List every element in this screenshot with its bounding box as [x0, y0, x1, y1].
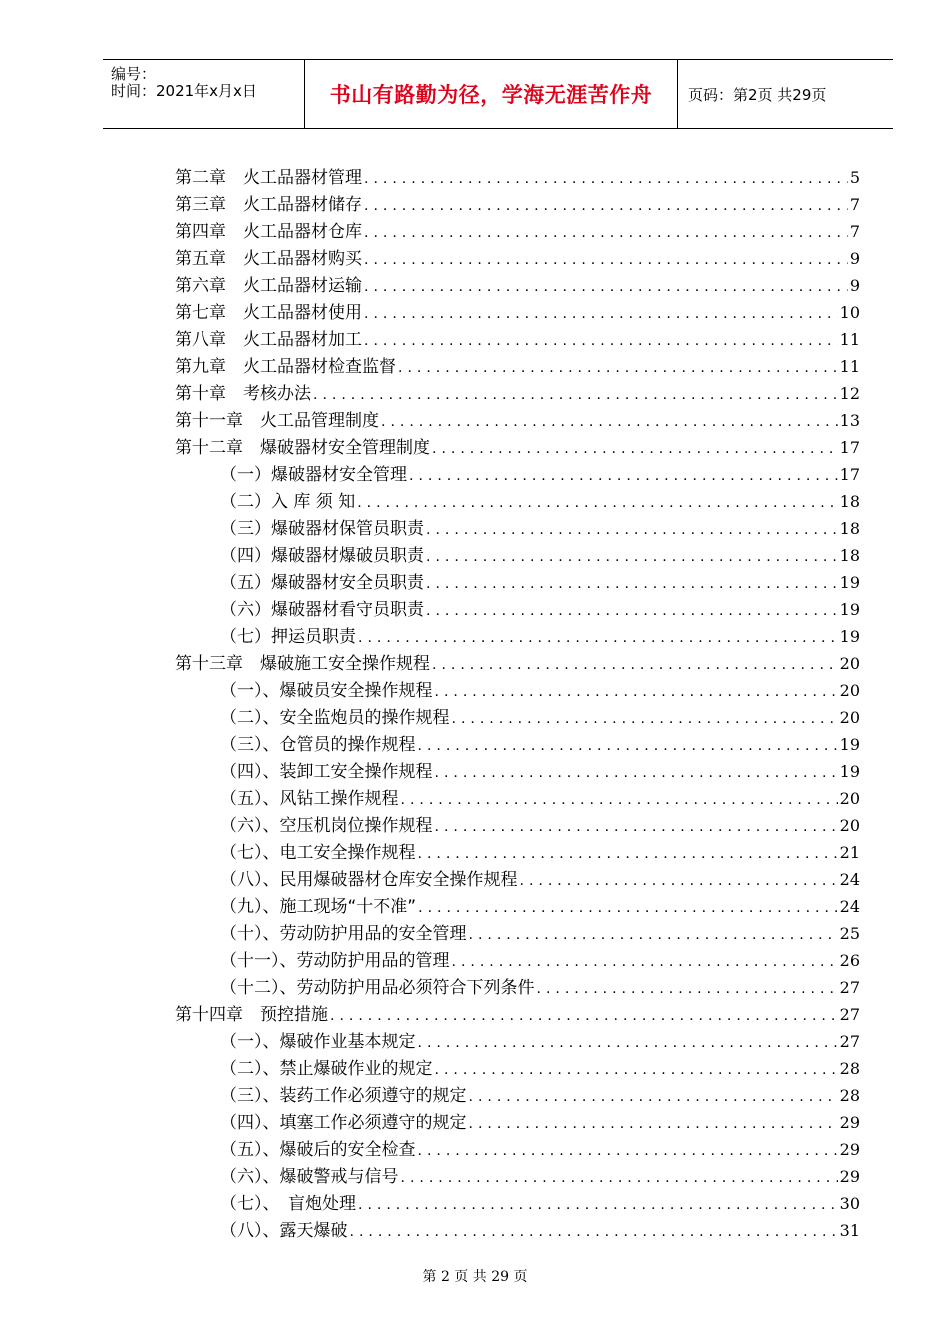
toc-entry-title: （九）、施工现场“十不准”: [220, 897, 417, 917]
toc-entry[interactable]: [175, 190, 860, 217]
toc-entry-title: （十二）、劳动防护用品必须符合下列条件: [220, 978, 535, 998]
toc-entry-title: （八）、露天爆破: [220, 1221, 348, 1241]
toc-entry[interactable]: [175, 1108, 860, 1135]
toc-entry-page: 11: [839, 330, 860, 349]
toc-leader-dots: [357, 495, 837, 511]
toc-entry-page: 27: [839, 1005, 860, 1024]
toc-leader-dots: [364, 252, 848, 268]
toc-entry-page: 20: [839, 789, 860, 808]
toc-entry-title: 第九章 火工品器材检查监督: [175, 357, 396, 377]
toc-entry[interactable]: [175, 352, 860, 379]
toc-entry-page: 20: [839, 681, 860, 700]
toc-leader-dots: [426, 576, 838, 592]
toc-leader-dots: [409, 468, 838, 484]
toc-entry-title: （一）爆破器材安全管理: [220, 465, 407, 485]
toc-entry-title: （四）、填塞工作必须遵守的规定: [220, 1113, 467, 1133]
toc-leader-dots: [358, 1197, 838, 1213]
toc-leader-dots: [435, 765, 838, 781]
toc-entry[interactable]: [175, 244, 860, 271]
toc-entry-title: 第六章 火工品器材运输: [175, 276, 362, 296]
toc-entry[interactable]: [175, 946, 860, 973]
toc-entry-title: （六）、爆破警戒与信号: [220, 1167, 399, 1187]
toc-entry[interactable]: [175, 730, 860, 757]
toc-leader-dots: [537, 981, 838, 997]
toc-entry-page: 31: [839, 1221, 860, 1240]
toc-leader-dots: [418, 846, 838, 862]
toc-leader-dots: [435, 819, 838, 835]
toc-entry[interactable]: [175, 973, 860, 1000]
toc-entry[interactable]: [175, 1216, 860, 1243]
toc-leader-dots: [426, 549, 838, 565]
toc-entry[interactable]: [175, 379, 860, 406]
toc-entry[interactable]: [175, 514, 860, 541]
toc-entry-page: 18: [839, 492, 860, 511]
toc-entry-page: 19: [839, 735, 860, 754]
toc-entry-page: 11: [839, 357, 860, 376]
toc-entry-title: （五）、爆破后的安全检查: [220, 1140, 416, 1160]
toc-entry[interactable]: [175, 487, 860, 514]
toc-entry[interactable]: [175, 1054, 860, 1081]
toc-entry-page: 21: [839, 843, 860, 862]
toc-entry-title: （七）押运员职责: [220, 627, 356, 647]
toc-entry-title: 第十二章 爆破器材安全管理制度: [175, 438, 430, 458]
toc-entry[interactable]: [175, 568, 860, 595]
toc-entry-title: （一）、爆破作业基本规定: [220, 1032, 416, 1052]
toc-leader-dots: [452, 954, 838, 970]
toc-entry[interactable]: [175, 406, 860, 433]
toc-leader-dots: [435, 1062, 838, 1078]
toc-entry-title: （六）爆破器材看守员职责: [220, 600, 424, 620]
toc-entry-title: 第十一章 火工品管理制度: [175, 411, 379, 431]
toc-entry[interactable]: [175, 1027, 860, 1054]
toc-entry[interactable]: [175, 622, 860, 649]
toc-entry-title: （二）入 库 须 知: [220, 492, 356, 512]
toc-leader-dots: [469, 1089, 838, 1105]
toc-entry-title: （六）、空压机岗位操作规程: [220, 816, 433, 836]
toc-entry-page: 12: [839, 384, 860, 403]
toc-leader-dots: [418, 900, 838, 916]
toc-entry-page: 24: [839, 870, 860, 889]
toc-entry-title: （三）、装药工作必须遵守的规定: [220, 1086, 467, 1106]
toc-entry-page: 27: [839, 978, 860, 997]
toc-entry-page: 28: [839, 1086, 860, 1105]
header-page-cell: [678, 60, 893, 128]
page-footer: 第 2 页 共 29 页: [422, 1269, 528, 1285]
toc-leader-dots: [432, 657, 838, 673]
toc-leader-dots: [469, 1116, 838, 1132]
toc-entry-page: 29: [839, 1167, 860, 1186]
header-motto-cell: [305, 60, 678, 128]
header-info-cell: [103, 60, 305, 128]
toc-entry-page: 13: [839, 411, 860, 430]
toc-leader-dots: [364, 306, 838, 322]
toc-entry-page: 20: [839, 708, 860, 727]
toc-entry-title: 第八章 火工品器材加工: [175, 330, 362, 350]
header-page-code: 页码：第2页 共29页: [688, 85, 827, 104]
toc-entry[interactable]: [175, 217, 860, 244]
toc-entry-page: 10: [839, 303, 860, 322]
toc-entry[interactable]: [175, 460, 860, 487]
toc-entry-title: （二）、安全监炮员的操作规程: [220, 708, 450, 728]
toc-entry-page: 9: [849, 249, 860, 268]
toc-entry[interactable]: [175, 1135, 860, 1162]
toc-entry-title: （四）、装卸工安全操作规程: [220, 762, 433, 782]
toc-entry-title: 第十三章 爆破施工安全操作规程: [175, 654, 430, 674]
toc-entry-page: 18: [839, 519, 860, 538]
toc-entry-page: 17: [839, 438, 860, 457]
toc-entry[interactable]: [175, 892, 860, 919]
toc-entry-title: （十一）、劳动防护用品的管理: [220, 951, 450, 971]
toc-entry-title: 第五章 火工品器材购买: [175, 249, 362, 269]
toc-entry[interactable]: [175, 865, 860, 892]
toc-entry-page: 17: [839, 465, 860, 484]
toc-entry-title: （十）、劳动防护用品的安全管理: [220, 924, 467, 944]
toc-entry-title: （四）爆破器材爆破员职责: [220, 546, 424, 566]
toc-entry[interactable]: [175, 325, 860, 352]
toc-leader-dots: [418, 1035, 838, 1051]
toc-entry[interactable]: [175, 1000, 860, 1027]
toc-leader-dots: [432, 441, 838, 457]
toc-entry[interactable]: [175, 649, 860, 676]
toc-entry-title: （五）爆破器材安全员职责: [220, 573, 424, 593]
toc-entry-page: 20: [839, 654, 860, 673]
toc-entry[interactable]: [175, 784, 860, 811]
toc-entry-title: （三）爆破器材保管员职责: [220, 519, 424, 539]
toc-entry[interactable]: [175, 1162, 860, 1189]
toc-leader-dots: [364, 225, 848, 241]
toc-entry-title: （七）、电工安全操作规程: [220, 843, 416, 863]
toc-leader-dots: [401, 1170, 838, 1186]
toc-entry[interactable]: [175, 163, 860, 190]
toc-entry-title: （三）、仓管员的操作规程: [220, 735, 416, 755]
toc-leader-dots: [358, 630, 838, 646]
toc-entry[interactable]: [175, 541, 860, 568]
toc-entry[interactable]: [175, 595, 860, 622]
toc-entry-page: 29: [839, 1140, 860, 1159]
toc-leader-dots: [401, 792, 838, 808]
toc-entry[interactable]: [175, 271, 860, 298]
toc-leader-dots: [313, 387, 838, 403]
toc-leader-dots: [435, 684, 838, 700]
toc-entry-page: 5: [849, 168, 860, 187]
toc-entry-title: （一）、爆破员安全操作规程: [220, 681, 433, 701]
toc-leader-dots: [520, 873, 838, 889]
toc-leader-dots: [350, 1224, 838, 1240]
toc-entry[interactable]: [175, 811, 860, 838]
toc-leader-dots: [381, 414, 838, 430]
document-header: [103, 59, 893, 129]
toc-entry-page: 25: [839, 924, 860, 943]
toc-entry-title: （八）、民用爆破器材仓库安全操作规程: [220, 870, 518, 890]
toc-entry[interactable]: [175, 1189, 860, 1216]
toc-entry-title: （七）、 盲炮处理: [220, 1194, 356, 1214]
toc-entry-page: 20: [839, 816, 860, 835]
toc-entry-title: 第三章 火工品器材储存: [175, 195, 362, 215]
toc-entry[interactable]: [175, 838, 860, 865]
toc-entry-page: 7: [849, 222, 860, 241]
toc-entry-page: 7: [849, 195, 860, 214]
table-of-contents: [175, 163, 860, 1243]
toc-leader-dots: [364, 198, 848, 214]
toc-entry-page: 30: [839, 1194, 860, 1213]
toc-entry-page: 26: [839, 951, 860, 970]
toc-entry-title: 第七章 火工品器材使用: [175, 303, 362, 323]
toc-entry-title: 第十四章 预控措施: [175, 1005, 328, 1025]
toc-entry-title: （二）、禁止爆破作业的规定: [220, 1059, 433, 1079]
toc-leader-dots: [364, 171, 848, 187]
toc-entry-page: 28: [839, 1059, 860, 1078]
toc-entry-page: 9: [849, 276, 860, 295]
toc-leader-dots: [364, 333, 838, 349]
toc-leader-dots: [426, 522, 838, 538]
toc-entry[interactable]: [175, 1081, 860, 1108]
toc-entry[interactable]: [175, 757, 860, 784]
toc-entry-title: 第四章 火工品器材仓库: [175, 222, 362, 242]
toc-entry-page: 19: [839, 573, 860, 592]
document-number-label: 编号：: [111, 65, 157, 83]
toc-entry-page: 29: [839, 1113, 860, 1132]
header-motto: 书山有路勤为径，学海无涯苦作舟: [329, 83, 653, 107]
toc-entry[interactable]: [175, 676, 860, 703]
toc-entry-page: 19: [839, 627, 860, 646]
toc-entry[interactable]: [175, 298, 860, 325]
toc-leader-dots: [364, 279, 848, 295]
toc-entry-title: （五）、风钻工操作规程: [220, 789, 399, 809]
toc-leader-dots: [418, 1143, 838, 1159]
toc-leader-dots: [418, 738, 838, 754]
document-time: 时间：2021年x月x日: [111, 82, 257, 100]
toc-leader-dots: [398, 360, 838, 376]
toc-leader-dots: [452, 711, 838, 727]
toc-entry-page: 24: [839, 897, 860, 916]
toc-entry[interactable]: [175, 703, 860, 730]
toc-entry-page: 18: [839, 546, 860, 565]
toc-entry[interactable]: [175, 433, 860, 460]
toc-entry[interactable]: [175, 919, 860, 946]
toc-leader-dots: [330, 1008, 838, 1024]
toc-entry-page: 27: [839, 1032, 860, 1051]
toc-leader-dots: [426, 603, 838, 619]
toc-entry-title: 第十章 考核办法: [175, 384, 311, 404]
toc-leader-dots: [469, 927, 838, 943]
toc-entry-title: 第二章 火工品器材管理: [175, 168, 362, 188]
toc-entry-page: 19: [839, 600, 860, 619]
toc-entry-page: 19: [839, 762, 860, 781]
